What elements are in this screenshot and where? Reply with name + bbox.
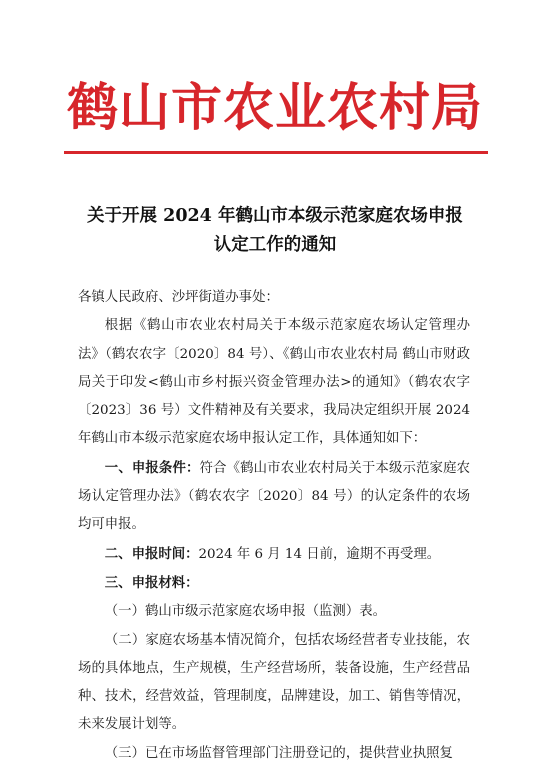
intro-paragraph: 根据《鹤山市农业农村局关于本级示范家庭农场认定管理办法》（鹤农农字〔2020〕84 号）、《鹤山市农业农村局 鹤山市财政局关于印发<鹤山市乡村振兴资金管理办法>的通知》（鹤农农字〔2023〕36 号）文件精神及有关要求，我局决定组织开展 2024 年鹤山市本级示范家庭农场申报认定工作，具体通知如下： [78,318,470,447]
section-2 [78,540,470,569]
material-item-1: （一）鹤山市级示范家庭农场申报（监测）表。 [104,604,386,620]
material-item-3: （三）已在市场监督管理部门注册登记的，提供营业执照复 [104,745,453,761]
section-3 [78,569,470,598]
salutation: 各镇人民政府、沙坪街道办事处： [78,290,279,305]
section-3-heading: 三、申报材料： [104,574,199,591]
notice-body [78,284,470,768]
notice-title-line2: 认定工作的通知 [213,235,337,255]
material-item-2: （二）家庭农场基本情况简介，包括农场经营者专业技能，农场的具体地点，生产规模，生产经营场所，装备设施，生产经营品种、技术，经营效益，管理制度，品牌建设，加工、销售等情况，未来发展计划等。 [78,632,470,733]
notice-title [60,202,490,260]
section-2-text: 2024 年 6 月 14 日前，逾期不再受理。 [198,546,441,562]
header-divider [64,151,488,154]
notice-title-line1: 关于开展 2024 年鹤山市本级示范家庭农场申报 [87,206,463,226]
section-1-heading: 一、申报条件： [104,459,200,476]
section-1-text: 符合《鹤山市农业农村局关于本级示范家庭农场认定管理办法》（鹤农农字〔2020〕84 号）的认定条件的农场均可申报。 [78,460,470,533]
org-header-title: 鹤山市农业农村局 [66,78,483,138]
section-1 [78,454,470,540]
section-2-heading: 二、申报时间： [104,545,199,562]
